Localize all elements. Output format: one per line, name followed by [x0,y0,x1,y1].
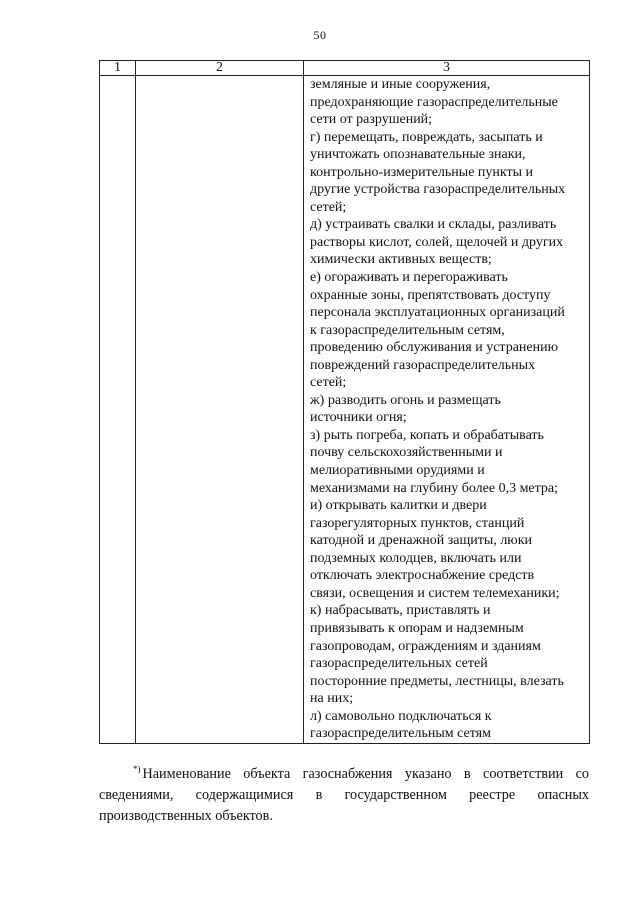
text-line: з) рыть погреба, копать и обрабатывать [310,427,544,443]
table-header-row [100,61,590,76]
text-line: уничтожать опознавательные знаки, [310,147,526,163]
text-line: охранные зоны, препятствовать доступу [310,287,551,303]
text-line: к газораспределительным сетям, [310,322,505,338]
text-line: связи, освещения и систем телемеханики; [310,585,560,601]
text-line: привязывать к опорам и надземным [310,620,524,636]
restrictions-text [304,76,589,743]
text-line: сети от разрушений; [310,112,433,128]
text-line: к) набрасывать, приставлять и [310,603,491,619]
footnote-line-3: производственных объектов. [99,808,273,824]
text-line: газорегуляторных пунктов, станций [310,515,525,531]
table-cell-column-3 [304,76,590,744]
column-header-2: 2 [136,61,304,76]
text-line: химически активных веществ; [310,252,492,268]
text-line: мелиоративными орудиями и [310,463,485,479]
text-line: е) огораживать и перегораживать [310,270,508,286]
text-line: и) открывать калитки и двери [310,498,487,514]
text-line: контрольно-измерительные пункты и [310,164,534,180]
text-line: сетей; [310,199,347,215]
table-cell-column-1 [100,76,136,744]
text-line: персонала эксплуатационных организаций [310,305,565,321]
footnote-line-1 [99,759,589,785]
footnote [99,759,589,827]
text-line: другие устройства газораспределительных [310,182,566,198]
column-header-3: 3 [304,61,590,76]
text-line: г) перемещать, повреждать, засыпать и [310,129,543,145]
text-line: отключать электроснабжение средств [310,568,535,584]
text-line: повреждений газораспределительных [310,357,536,373]
text-line: источники огня; [310,410,407,426]
text-line: предохраняющие газораспределительные [310,94,558,110]
text-line: газопроводам, ограждениям и зданиям [310,638,541,654]
footnote-text-1: Наименование объекта газоснабжения указано в соответствии со [142,766,589,782]
text-line: катодной и дренажной защиты, люки [310,533,533,549]
text-line: газораспределительных сетей [310,656,488,672]
text-line: проведению обслуживания и устранению [310,340,559,356]
text-line: почву сельскохозяйственными и [310,445,503,461]
text-line: газораспределительным сетям [310,726,491,742]
text-line: посторонние предметы, лестницы, влезать [310,673,564,689]
text-line: ж) разводить огонь и размещать [310,392,501,408]
text-line: растворы кислот, солей, щелочей и других [310,234,564,250]
text-line: земляные и иные сооружения, [310,77,491,92]
document-table [99,60,590,744]
table-cell-column-2 [136,76,304,744]
table-row [100,76,590,744]
footnote-marker: *) [133,764,141,774]
column-header-1: 1 [100,61,136,76]
text-line: сетей; [310,375,347,391]
text-line: д) устраивать свалки и склады, разливать [310,217,557,233]
text-line: подземных колодцев, включать или [310,550,522,566]
page-number: 50 [313,28,327,42]
text-line: механизмами на глубину более 0,3 метра; [310,480,559,496]
text-line: на них; [310,691,354,707]
footnote-line-2: сведениями, содержащимися в государственном реестре опасных [99,787,589,803]
text-line: л) самовольно подключаться к [310,708,492,724]
